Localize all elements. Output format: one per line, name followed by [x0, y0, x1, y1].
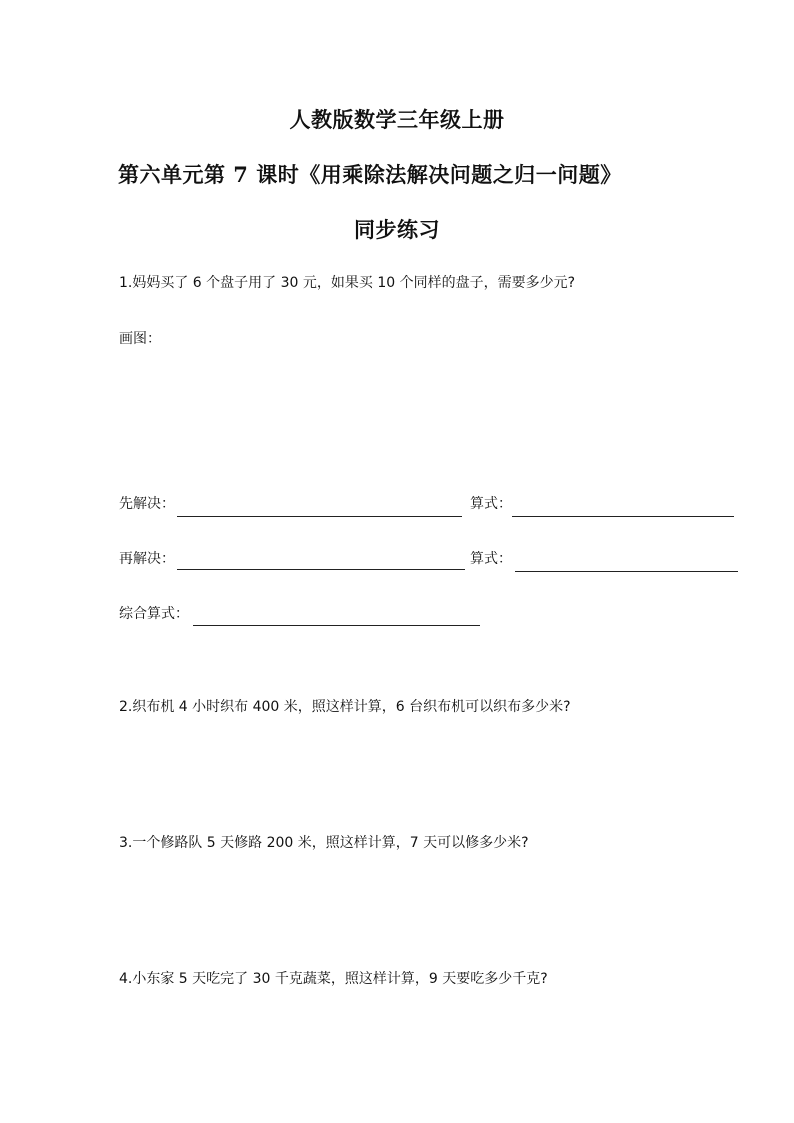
step2-formula-line[interactable] [515, 571, 738, 572]
combined-formula-line[interactable] [193, 625, 480, 626]
step1-formula-line[interactable] [512, 516, 734, 517]
draw-label: 画图： [119, 331, 161, 347]
question-1: 1.妈妈买了 6 个盘子用了 30 元，如果买 10 个同样的盘子，需要多少元? [119, 275, 576, 291]
step1-label: 先解决： [119, 496, 175, 512]
question-4: 4.小东家 5 天吃完了 30 千克蔬菜，照这样计算，9 天要吃多少千克? [119, 971, 548, 987]
step2-label: 再解决： [119, 551, 175, 567]
question-2: 2.织布机 4 小时织布 400 米，照这样计算，6 台织布机可以织布多少米? [119, 699, 571, 715]
step2-formula-label: 算式： [470, 551, 512, 567]
lesson-title: 第六单元第 7 课时《用乘除法解决问题之归一问题》 [118, 162, 622, 187]
combined-label: 综合算式： [119, 606, 189, 622]
step1-formula-label: 算式： [470, 496, 512, 512]
worksheet-subtitle: 同步练习 [354, 217, 440, 242]
worksheet-title: 人教版数学三年级上册 [289, 107, 505, 132]
step1-answer-line[interactable] [177, 516, 462, 517]
question-3: 3.一个修路队 5 天修路 200 米，照这样计算，7 天可以修多少米? [119, 835, 529, 851]
step2-answer-line[interactable] [177, 569, 465, 570]
